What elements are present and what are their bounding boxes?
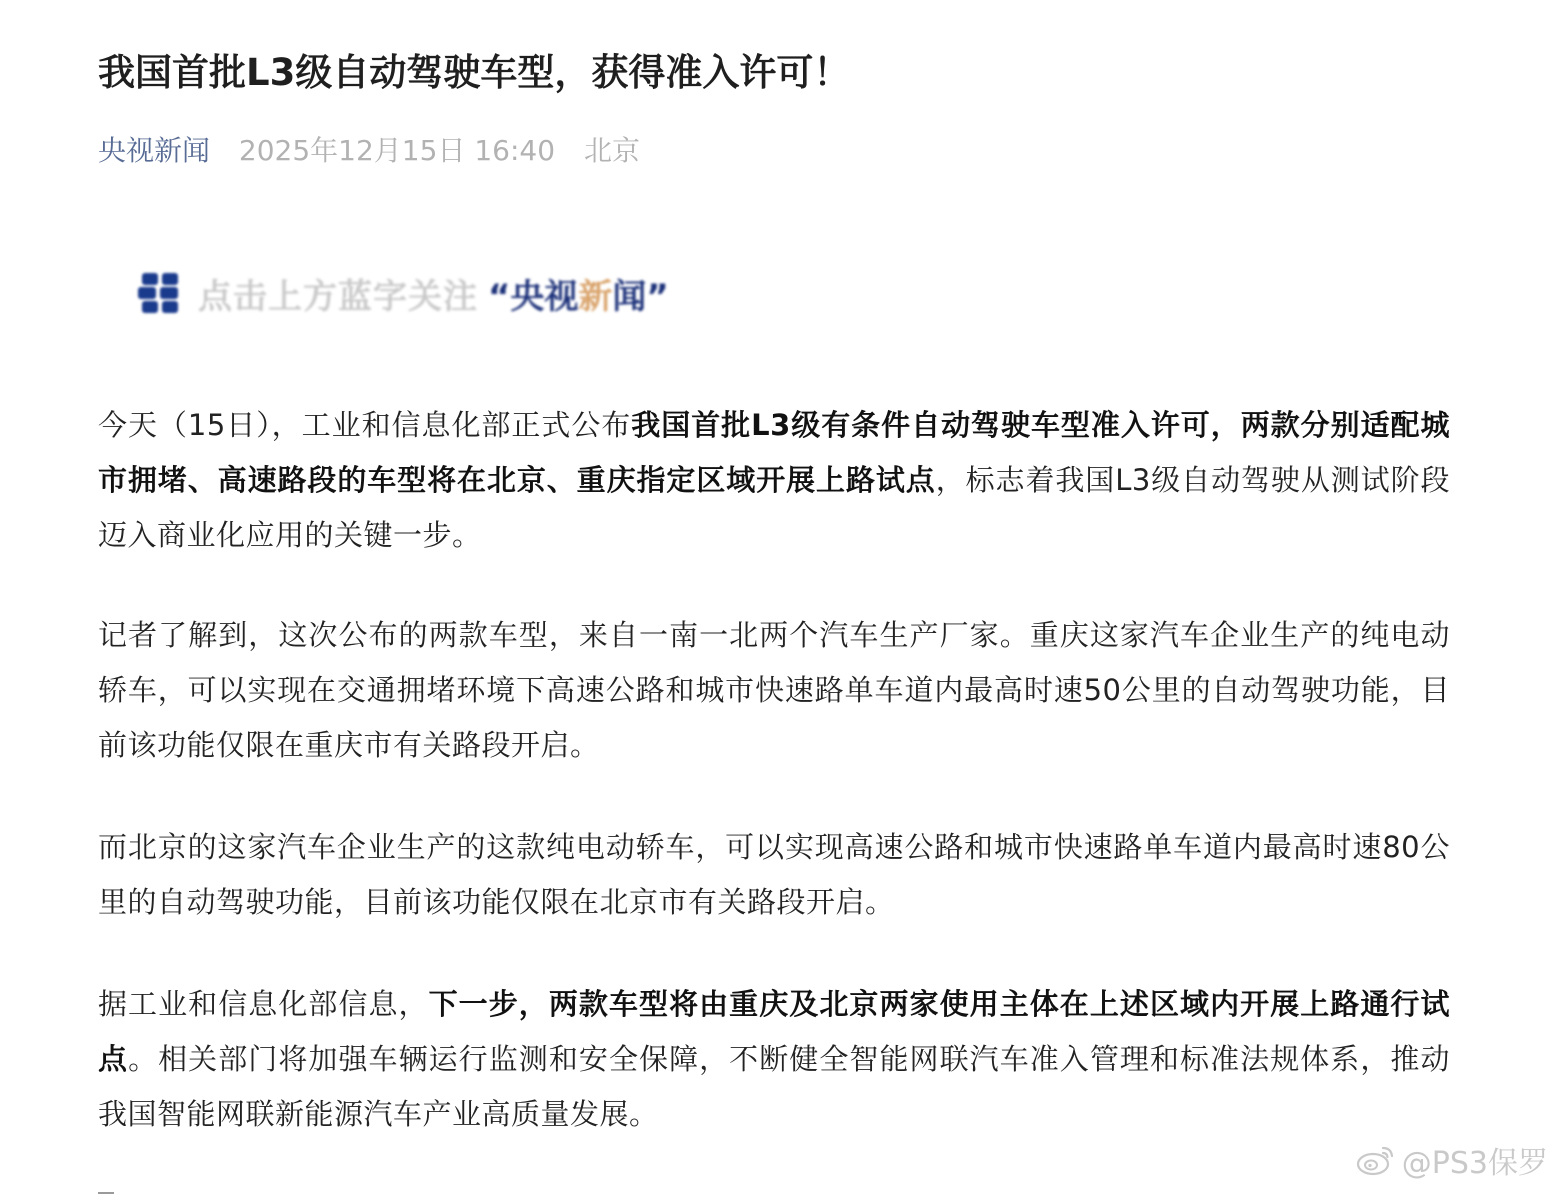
paragraph-1-highlight: 我国首批L3级有条件自动驾驶车型准入许可，两款分别适配城市拥堵、高速路段的车型将在北京、重庆指定区域开展上路试点	[98, 408, 1450, 497]
paragraph-1-intro: 今天（15日），工业和信息化部正式公布	[98, 408, 632, 442]
quote-open: “	[488, 276, 511, 317]
paragraph-3: 而北京的这家汽车企业生产的这款纯电动轿车，可以实现高速公路和城市快速路单车道内最高时速80公里的自动驾驶功能，目前该功能仅限在北京市有关路段开启。	[98, 830, 1450, 919]
paragraph-4-tail: 。相关部门将加强车辆运行监测和安全保障，不断健全智能网联汽车准入管理和标准法规体系，推动我国智能网联新能源汽车产业高质量发展。	[98, 1042, 1450, 1131]
publish-datetime: 2025年12月15日 16:40	[238, 134, 556, 167]
article-meta	[98, 130, 640, 172]
cctv-news-logo-icon	[138, 271, 182, 315]
publish-location: 北京	[583, 134, 640, 167]
weibo-watermark	[1356, 1138, 1548, 1182]
paragraph-4-intro: 据工业和信息化部信息，	[98, 987, 429, 1021]
bottom-divider	[98, 1192, 114, 1194]
follow-account-name	[488, 269, 669, 318]
paragraph-4-highlight: 下一步，两款车型将由重庆及北京两家使用主体在上述区域内开展上路通行试点	[98, 987, 1450, 1076]
article-title: 我国首批L3级自动驾驶车型，获得准入许可！	[98, 51, 851, 94]
weibo-icon	[1356, 1143, 1396, 1177]
account-name-part1: 央视	[510, 276, 579, 317]
account-name-part3: 闻	[612, 276, 647, 317]
follow-prompt: 点击上方蓝字关注	[198, 276, 478, 317]
paragraph-4	[98, 977, 1450, 1142]
paragraph-2: 记者了解到，这次公布的两款车型，来自一南一北两个汽车生产厂家。重庆这家汽车企业生产的纯电动轿车，可以实现在交通拥堵环境下高速公路和城市快速路单车道内最高时速50公里的自动驾驶功能，目前该功能仅限在重庆市有关路段开启。	[98, 618, 1450, 762]
paragraph-1	[98, 398, 1450, 563]
follow-banner	[138, 266, 669, 320]
account-name-part2: 新	[578, 276, 613, 317]
quote-close: ”	[646, 276, 669, 317]
source-link[interactable]: 央视新闻	[98, 134, 211, 167]
paragraph-1-tail: ，标志着我国L3级自动驾驶从测试阶段迈入商业化应用的关键一步。	[98, 463, 1450, 552]
watermark-text: @PS3保罗	[1401, 1146, 1548, 1181]
